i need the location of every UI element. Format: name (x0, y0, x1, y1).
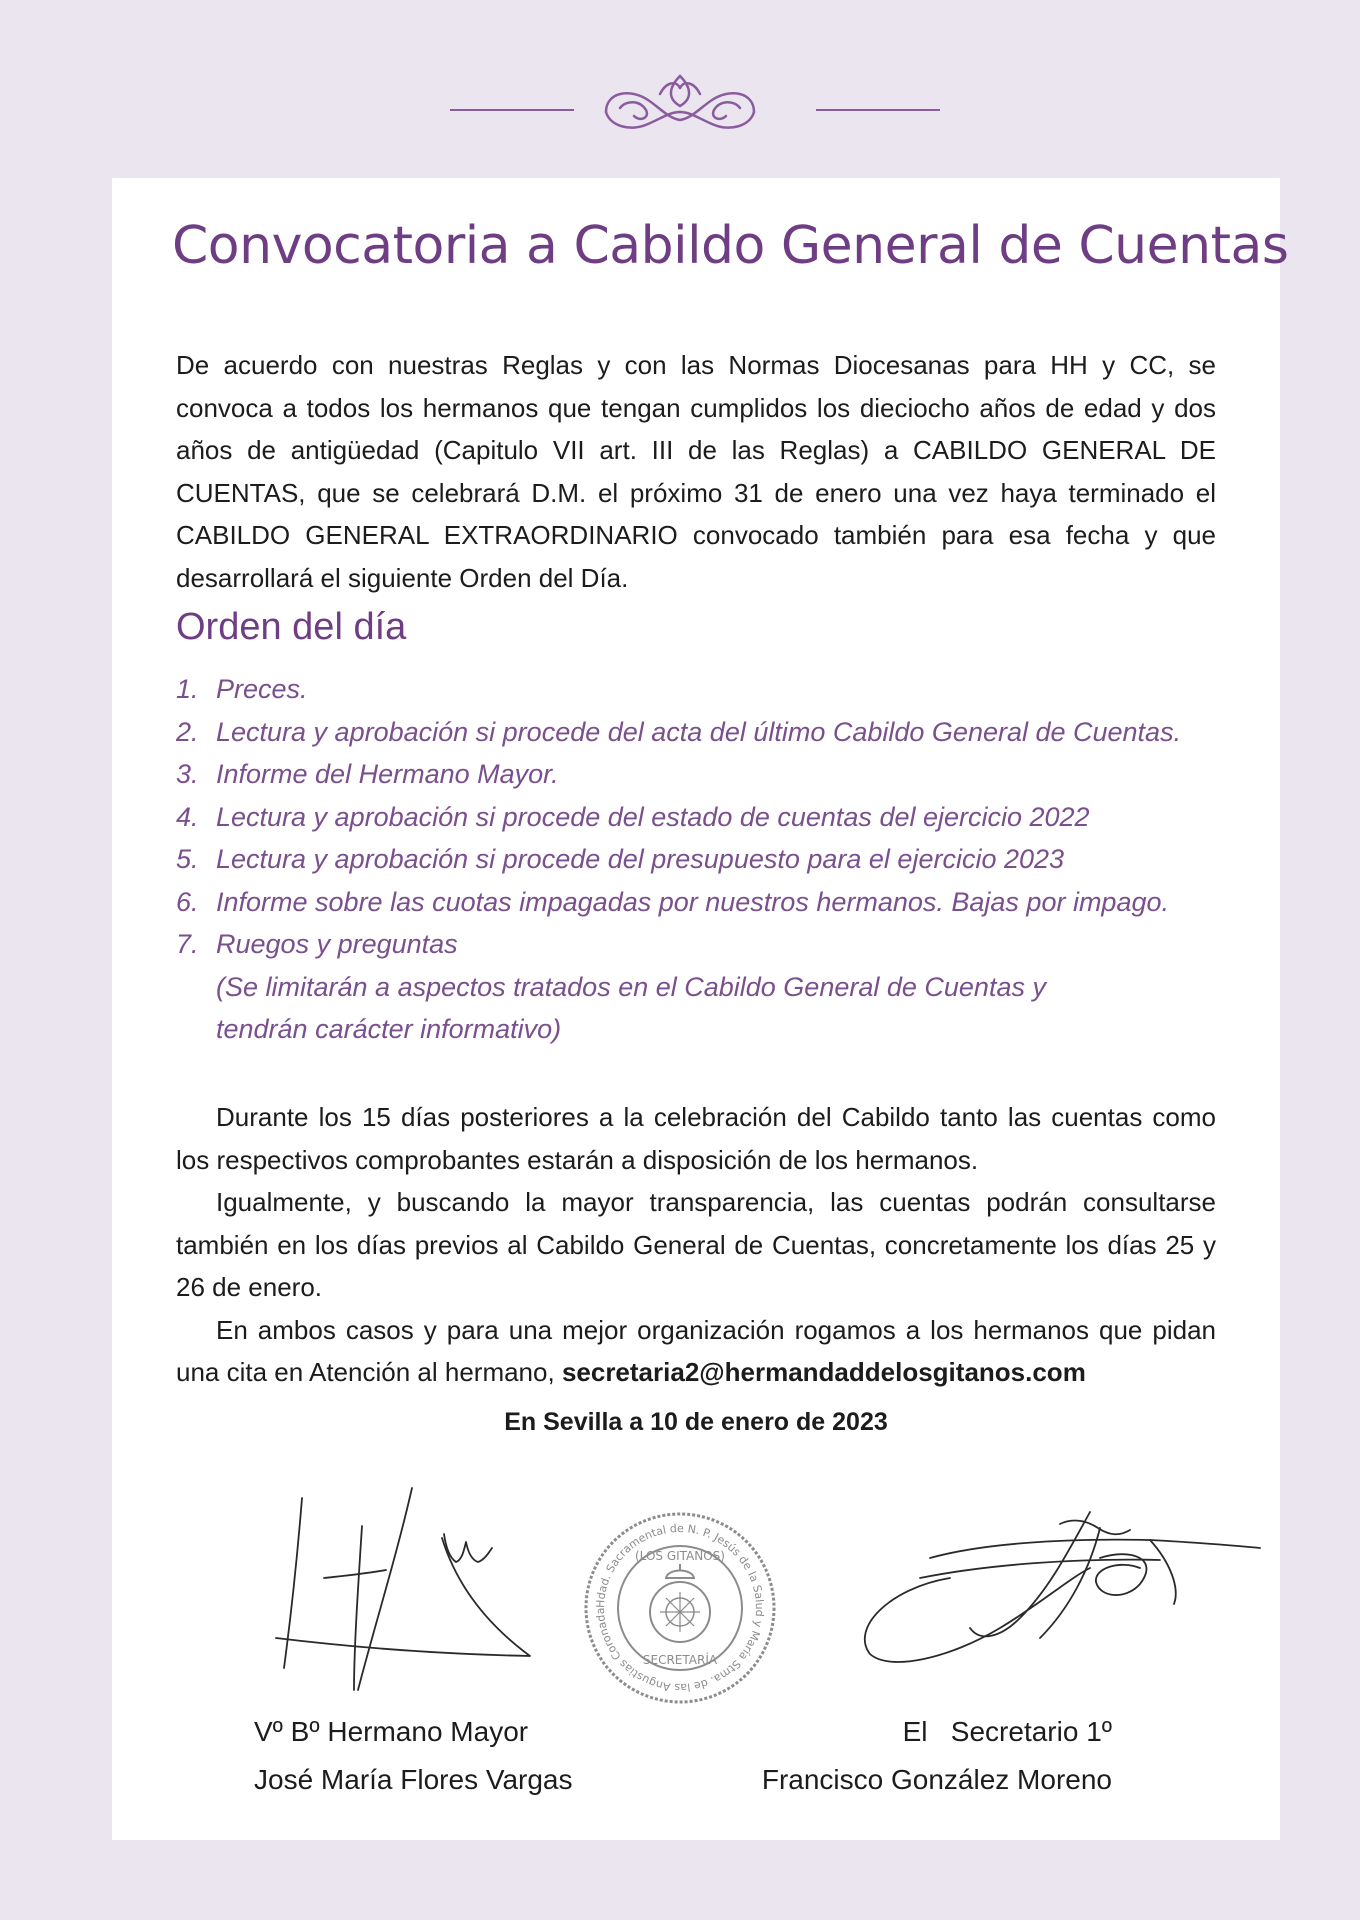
intro-paragraph: De acuerdo con nuestras Reglas y con las Normas Diocesanas para HH y CC, se convoca a todos los hermanos que tengan cumplidos los dieciocho años de edad y dos años de antigüedad (Capitulo VII art. III de las Reglas) a CABILDO GENERAL DE CUENTAS, que se celebrará D.M. el próximo 31 de enero una vez haya terminado el CABILDO GENERAL EXTRAORDINARIO convocado también para esa fecha y que desarrollará el siguiente Orden del Día. (176, 350, 1216, 593)
handwritten-signature-icon (262, 1478, 552, 1698)
document-page (112, 178, 1289, 1840)
list-item-number: 3. (176, 759, 199, 789)
list-item-text: Informe sobre las cuotas impagadas por nuestros hermanos. Bajas por impago. (216, 886, 1170, 917)
list-item (176, 796, 1236, 839)
body-paragraph: Durante los 15 días posteriores a la celebración del Cabildo tanto las cuentas como los respectivos comprobantes estarán a disposición de los hermanos. (176, 1102, 1216, 1175)
signer-right-name: Francisco González Moreno (761, 1764, 1112, 1795)
list-item (176, 668, 1236, 711)
body-paragraph: Igualmente, y buscando la mayor transparencia, las cuentas podrán consultarse también en los días previos al Cabildo General de Cuentas, concretamente los días 25 y 26 de enero. (176, 1187, 1216, 1302)
seal-center-text: (LOS GITANOS) (635, 1549, 725, 1563)
list-item-number: 6. (176, 886, 199, 917)
list-item (176, 753, 1236, 796)
orden-heading: Orden del día (176, 606, 407, 648)
body-paragraph-text: En ambos casos y para una mejor organización rogamos a los hermanos que pidan una cita en Atención al hermano, (176, 1314, 1216, 1387)
signer-right (762, 1708, 1112, 1804)
flourish-ornament-icon (0, 60, 1360, 150)
list-item-number: 4. (176, 801, 199, 832)
list-item-number: 7. (176, 929, 199, 959)
handwritten-signature-icon (800, 1488, 1270, 1688)
signer-right-role: El Secretario 1º (902, 1716, 1112, 1747)
date-line: En Sevilla a 10 de enero de 2023 (504, 1408, 888, 1436)
list-item (176, 923, 1236, 966)
list-item-note: (Se limitarán a aspectos tratados en el Cabildo General de Cuentas y (216, 971, 1046, 1002)
seal-outer-text: Hdad. Sacramental de N. P. Jesús de la Salud y María Stma. de las Angustias Coronada (593, 1521, 767, 1695)
page-title: Convocatoria a Cabildo General de Cuentas (172, 216, 1289, 276)
list-item-text: Lectura y aprobación si procede del estado de cuentas del ejercicio 2022 (216, 801, 1090, 832)
email-link[interactable]: secretaria2@hermandaddelosgitanos.com (561, 1357, 1086, 1387)
list-item-text: Informe del Hermano Mayor. (216, 759, 559, 789)
signer-left (254, 1708, 573, 1804)
seal-bottom-text: SECRETARÍA (642, 1653, 718, 1667)
list-item-text: Lectura y aprobación si procede del acta del último Cabildo General de Cuentas. (216, 716, 1182, 747)
signer-left-name: José María Flores Vargas (254, 1764, 573, 1795)
list-item-text: Preces. (216, 674, 308, 704)
list-item-number: 1. (176, 674, 199, 704)
list-item-number: 5. (176, 844, 199, 874)
signer-left-role: Vº Bº Hermano Mayor (254, 1716, 529, 1747)
list-item (176, 838, 1236, 881)
body-paragraph (176, 1309, 1216, 1394)
list-item-text: Ruegos y preguntas (216, 929, 458, 959)
list-item-note: tendrán carácter informativo) (216, 1014, 562, 1044)
list-item-number: 2. (176, 716, 199, 747)
secretary-seal-icon (580, 1508, 780, 1708)
body-text (176, 1096, 1216, 1394)
orden-list (176, 668, 1236, 1051)
list-item (176, 711, 1236, 754)
list-item (176, 881, 1236, 924)
list-item-text: Lectura y aprobación si procede del presupuesto para el ejercicio 2023 (216, 844, 1065, 874)
